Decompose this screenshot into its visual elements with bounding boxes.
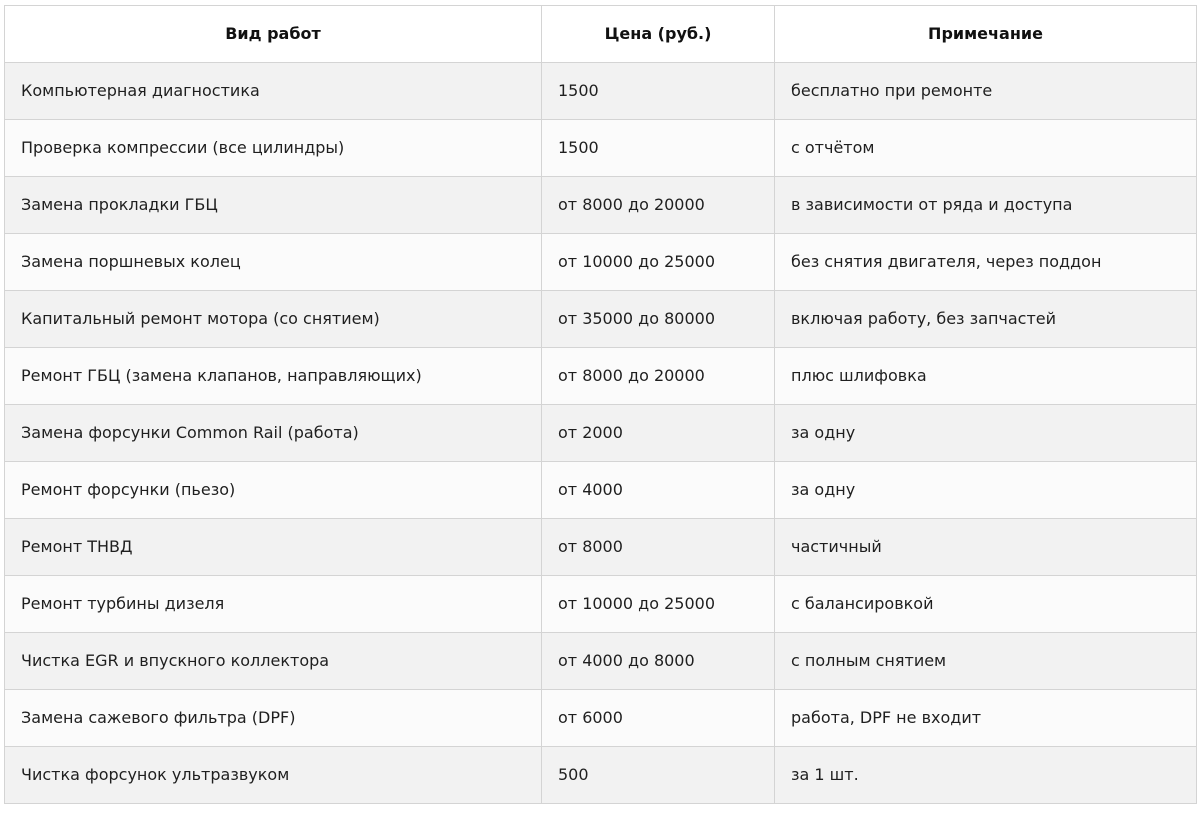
price-cell: 1500 <box>542 63 775 120</box>
price-table <box>4 5 1197 804</box>
price-cell: от 2000 <box>542 405 775 462</box>
table-body <box>5 63 1197 804</box>
header-work-type: Вид работ <box>5 6 542 63</box>
table-header <box>5 6 1197 63</box>
price-cell: 1500 <box>542 120 775 177</box>
note-cell: работа, DPF не входит <box>775 690 1197 747</box>
note-cell: за 1 шт. <box>775 747 1197 804</box>
table-row <box>5 519 1197 576</box>
price-cell: от 8000 до 20000 <box>542 177 775 234</box>
work-type-cell: Чистка форсунок ультразвуком <box>5 747 542 804</box>
note-cell: без снятия двигателя, через поддон <box>775 234 1197 291</box>
price-cell: от 8000 <box>542 519 775 576</box>
price-cell: от 4000 до 8000 <box>542 633 775 690</box>
table-row <box>5 348 1197 405</box>
price-cell: от 10000 до 25000 <box>542 234 775 291</box>
work-type-cell: Замена прокладки ГБЦ <box>5 177 542 234</box>
table-row <box>5 633 1197 690</box>
work-type-cell: Ремонт ТНВД <box>5 519 542 576</box>
price-cell: от 6000 <box>542 690 775 747</box>
note-cell: с отчётом <box>775 120 1197 177</box>
header-row <box>5 6 1197 63</box>
table-row <box>5 462 1197 519</box>
note-cell: включая работу, без запчастей <box>775 291 1197 348</box>
table-row <box>5 690 1197 747</box>
work-type-cell: Ремонт форсунки (пьезо) <box>5 462 542 519</box>
note-cell: с полным снятием <box>775 633 1197 690</box>
note-cell: плюс шлифовка <box>775 348 1197 405</box>
work-type-cell: Замена поршневых колец <box>5 234 542 291</box>
table-row <box>5 405 1197 462</box>
work-type-cell: Компьютерная диагностика <box>5 63 542 120</box>
note-cell: в зависимости от ряда и доступа <box>775 177 1197 234</box>
note-cell: за одну <box>775 462 1197 519</box>
work-type-cell: Проверка компрессии (все цилиндры) <box>5 120 542 177</box>
work-type-cell: Ремонт турбины дизеля <box>5 576 542 633</box>
table-row <box>5 576 1197 633</box>
note-cell: частичный <box>775 519 1197 576</box>
table-row <box>5 120 1197 177</box>
header-price: Цена (руб.) <box>542 6 775 63</box>
table-row <box>5 291 1197 348</box>
work-type-cell: Капитальный ремонт мотора (со снятием) <box>5 291 542 348</box>
table-row <box>5 234 1197 291</box>
price-cell: от 35000 до 80000 <box>542 291 775 348</box>
work-type-cell: Замена сажевого фильтра (DPF) <box>5 690 542 747</box>
table-row <box>5 747 1197 804</box>
table-row <box>5 177 1197 234</box>
header-note: Примечание <box>775 6 1197 63</box>
note-cell: бесплатно при ремонте <box>775 63 1197 120</box>
table-row <box>5 63 1197 120</box>
work-type-cell: Чистка EGR и впускного коллектора <box>5 633 542 690</box>
price-cell: 500 <box>542 747 775 804</box>
work-type-cell: Замена форсунки Common Rail (работа) <box>5 405 542 462</box>
note-cell: с балансировкой <box>775 576 1197 633</box>
price-cell: от 4000 <box>542 462 775 519</box>
note-cell: за одну <box>775 405 1197 462</box>
price-cell: от 10000 до 25000 <box>542 576 775 633</box>
price-cell: от 8000 до 20000 <box>542 348 775 405</box>
work-type-cell: Ремонт ГБЦ (замена клапанов, направляющих) <box>5 348 542 405</box>
